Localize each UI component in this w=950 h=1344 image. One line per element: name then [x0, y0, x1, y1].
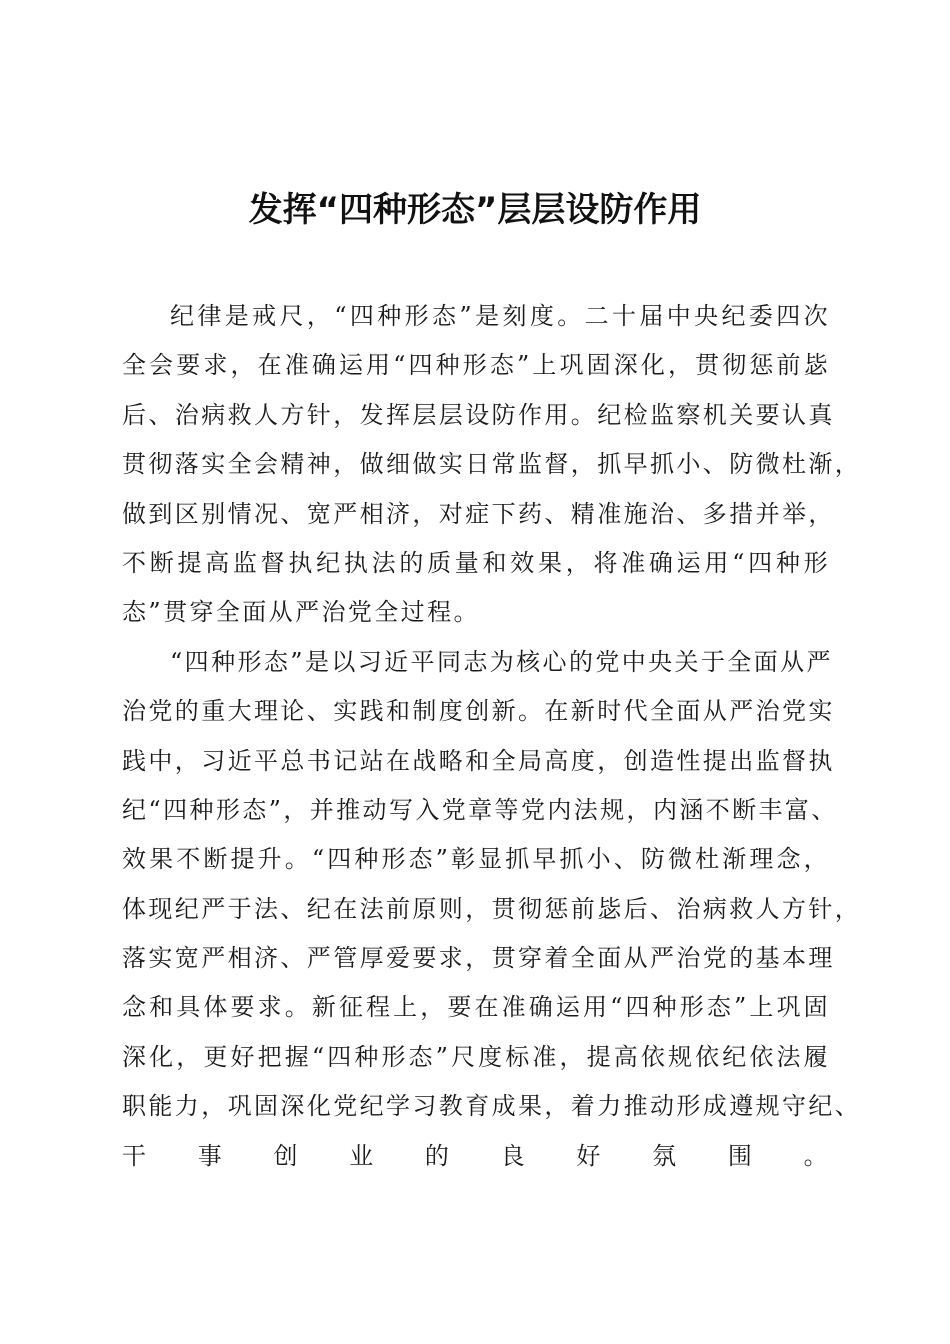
paragraph-line: 态”贯穿全面从严治党全过程。: [122, 598, 480, 627]
document-title: 发挥“四种形态”层层设防作用: [248, 190, 702, 230]
paragraph-line: 职能力，巩固深化党纪学习教育成果，着力推动形成遵规守纪、: [122, 1092, 862, 1121]
paragraph-line: “四种形态”是以习近平同志为核心的党中央关于全面从严: [170, 647, 833, 676]
paragraph-line: 深化，更好把握“四种形态”尺度标准，提高依规依纪依法履: [122, 1042, 830, 1071]
paragraph-2: [122, 638, 862, 1231]
paragraph-line: 干事创业的良好氛围。: [122, 1141, 830, 1170]
paragraph-line: 不断提高监督执纪执法的质量和效果，将准确运用“四种形: [122, 548, 830, 577]
paragraph-1: [122, 292, 862, 638]
paragraph-line: 体现纪严于法、纪在法前原则，贯彻惩前毖后、治病救人方针，: [122, 894, 862, 923]
paragraph-line: 落实宽严相济、严管厚爱要求，贯穿着全面从严治党的基本理: [122, 944, 835, 973]
paragraph-line: 念和具体要求。新征程上，要在准确运用“四种形态”上巩固: [122, 993, 830, 1022]
paragraph-line: [122, 1181, 830, 1230]
document-body: [122, 292, 862, 1230]
paragraph-line: 践中，习近平总书记站在战略和全局高度，创造性提出监督执: [122, 746, 835, 775]
paragraph-line: 后、治病救人方针，发挥层层设防作用。纪检监察机关要认真: [122, 400, 835, 429]
paragraph-line: 效果不断提升。“四种形态”彰显抓早抓小、防微杜渐理念，: [122, 845, 830, 874]
paragraph-line: 贯彻落实全会精神，做细做实日常监督，抓早抓小、防微杜渐，: [122, 450, 862, 479]
paragraph-line: 纪律是戒尺，“四种形态”是刻度。二十届中央纪委四次: [170, 302, 830, 330]
paragraph-line: 全会要求，在准确运用“四种形态”上巩固深化，贯彻惩前毖: [122, 351, 830, 380]
paragraph-line: 治党的重大理论、实践和制度创新。在新时代全面从严治党实: [122, 697, 835, 726]
paragraph-line: 做到区别情况、宽严相济，对症下药、精准施治、多措并举，: [122, 499, 835, 528]
paragraph-line: 纪“四种形态”，并推动写入党章等党内法规，内涵不断丰富、: [122, 795, 838, 824]
